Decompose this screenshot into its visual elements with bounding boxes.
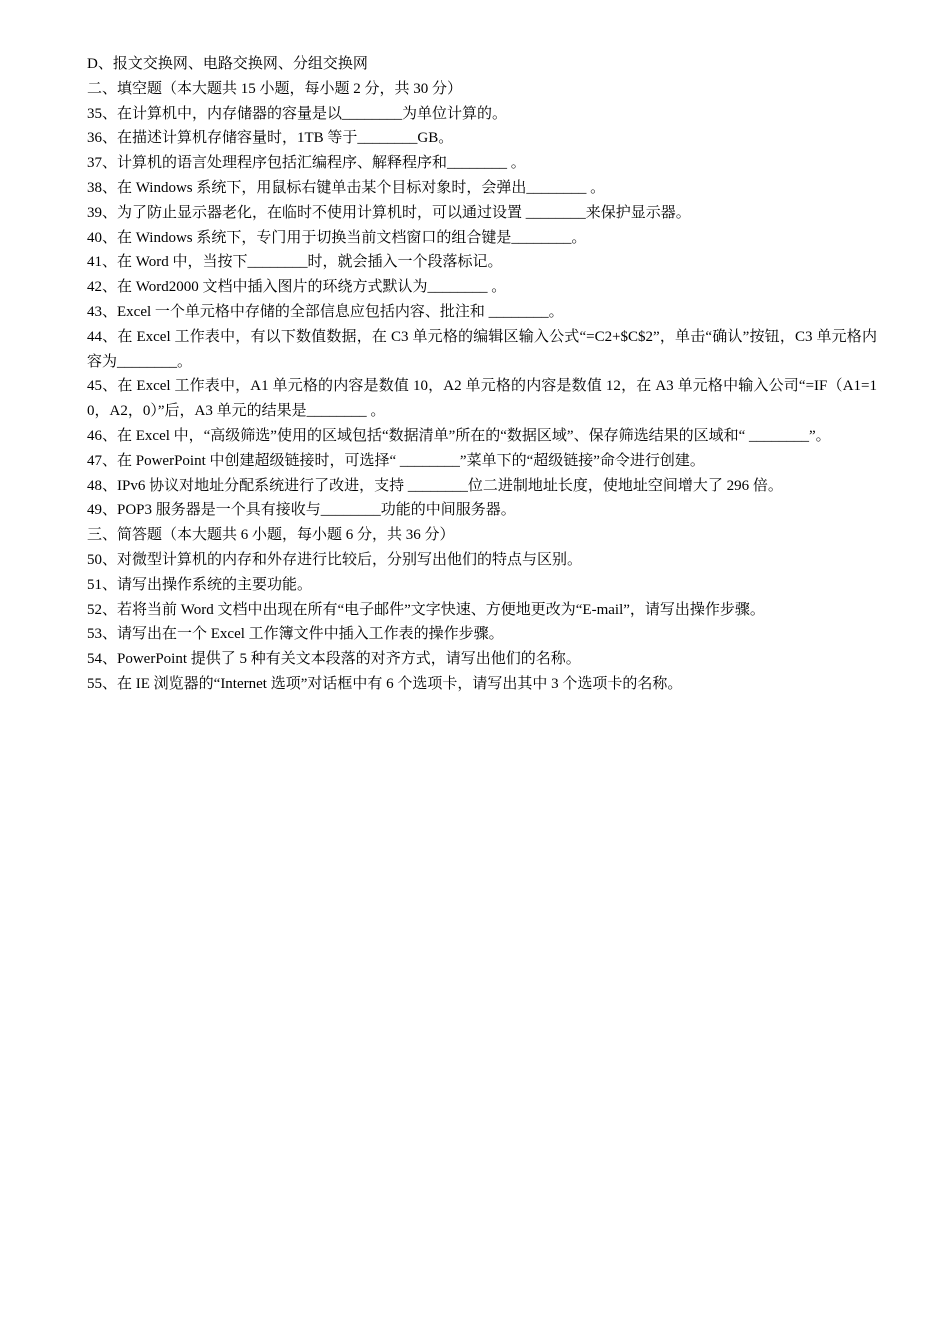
question-38: 38、在 Windows 系统下，用鼠标右键单击某个目标对象时，会弹出________ 。	[87, 179, 606, 196]
question-35: 35、在计算机中，内存储器的容量是以________为单位计算的。	[87, 105, 508, 122]
question-46: 46、在 Excel 中，“高级筛选”使用的区域包括“数据清单”所在的“数据区域”、保存筛选结果的区域和“ ________”。	[87, 427, 831, 444]
question-55: 55、在 IE 浏览器的“Internet 选项”对话框中有 6 个选项卡，请写出其中 3 个选项卡的名称。	[87, 675, 683, 692]
question-53: 53、请写出在一个 Excel 工作簿文件中插入工作表的操作步骤。	[87, 626, 504, 643]
question-51: 51、请写出操作系统的主要功能。	[87, 576, 313, 593]
option-d-line: D、报文交换网、电路交换网、分组交换网	[87, 56, 368, 72]
question-42: 42、在 Word2000 文档中插入图片的环绕方式默认为________ 。	[87, 279, 507, 296]
question-36: 36、在描述计算机存储容量时，1TB 等于________GB。	[87, 130, 454, 147]
question-49: 49、POP3 服务器是一个具有接收与________功能的中间服务器。	[87, 502, 516, 519]
question-54: 54、PowerPoint 提供了 5 种有关文本段落的对齐方式，请写出他们的名称。	[87, 651, 581, 668]
section-heading-short-answer: 三、简答题（本大题共 6 小题，每小题 6 分，共 36 分）	[87, 527, 455, 544]
section-heading-fill-blank: 二、填空题（本大题共 15 小题，每小题 2 分，共 30 分）	[87, 80, 463, 97]
question-40: 40、在 Windows 系统下，专门用于切换当前文档窗口的组合键是________。	[87, 229, 587, 246]
question-52: 52、若将当前 Word 文档中出现在所有“电子邮件”文字快速、方便地更改为“E-mail”，请写出操作步骤。	[87, 601, 765, 618]
question-39: 39、为了防止显示器老化，在临时不使用计算机时，可以通过设置 ________来保护显示器。	[87, 204, 691, 221]
question-45: 45、在 Excel 工作表中，A1 单元格的内容是数值 10，A2 单元格的内容是数值 12，在 A3 单元格中输入公司“=IF（A1=10，A2，0）”后，A3 单元的结果是________ 。	[87, 378, 877, 420]
question-50: 50、对微型计算机的内存和外存进行比较后，分别写出他们的特点与区别。	[87, 551, 583, 568]
question-44: 44、在 Excel 工作表中，有以下数值数据，在 C3 单元格的编辑区输入公式“=C2+$C$2”，单击“确认”按钮，C3 单元格内容为________。	[87, 328, 877, 370]
question-37: 37、计算机的语言处理程序包括汇编程序、解释程序和________ 。	[87, 155, 526, 172]
question-41: 41、在 Word 中，当按下________时，就会插入一个段落标记。	[87, 254, 503, 271]
question-43: 43、Excel 一个单元格中存储的全部信息应包括内容、批注和 ________。	[87, 303, 564, 320]
question-48: 48、IPv6 协议对地址分配系统进行了改进，支持 ________位二进制地址长度，使地址空间增大了 296 倍。	[87, 477, 783, 494]
question-47: 47、在 PowerPoint 中创建超级链接时，可选择“ ________”菜单下的“超级链接”命令进行创建。	[87, 452, 705, 469]
document-page	[87, 52, 877, 697]
